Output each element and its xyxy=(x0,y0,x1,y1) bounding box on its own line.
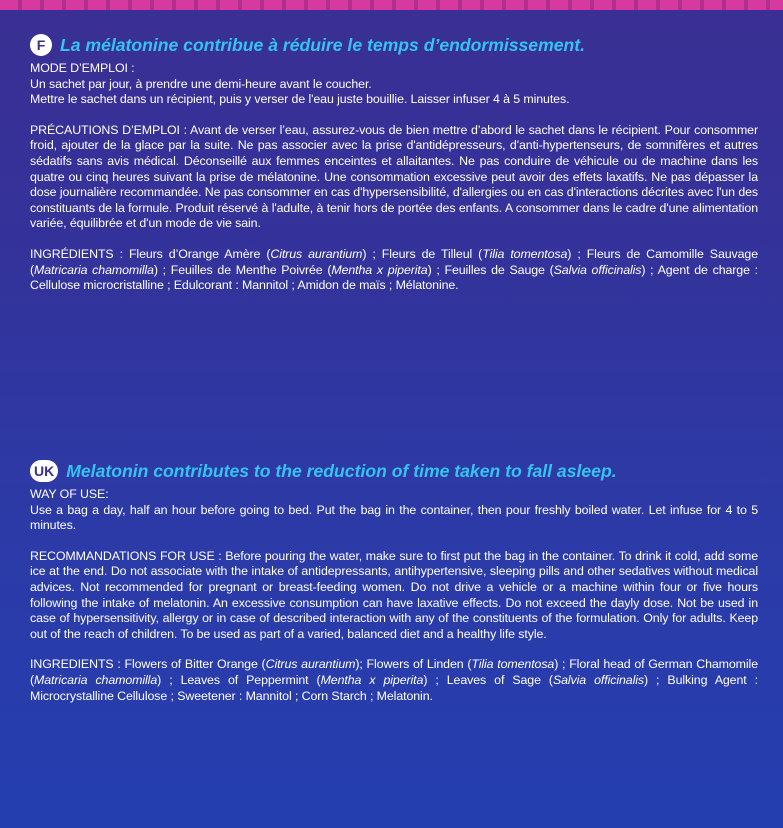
ingredients-fr-text: ) ; Fleurs de Camomille Sauvage ( xyxy=(30,246,758,277)
top-decorative-stripe xyxy=(0,0,783,10)
mode-emploi-line-1: Un sachet par jour, à prendre une demi-heure avant le coucher. xyxy=(30,76,372,91)
ingredients-uk-text: ) ; Leaves of Sage ( xyxy=(423,672,553,687)
way-of-use-text: Use a bag a day, half an hour before going to bed. Put the bag in the container, then pour freshly boiled water. Let infuse for 4 to 5 minutes. xyxy=(30,502,758,533)
ingredients-fr-text: INGRÉDIENTS : Fleurs d’Orange Amère ( xyxy=(30,246,271,261)
ingredients-uk-text: ) ; Bulking Agent : Microcrystalline Cellulose ; Sweetener : Mannitol ; Corn Starch ; Melatonin. xyxy=(30,672,758,703)
english-heading xyxy=(30,460,758,482)
french-heading xyxy=(30,34,758,56)
ingredients-fr-text: ) ; Agent de charge : Cellulose microcristalline ; Edulcorant : Mannitol ; Amidon de maïs ; Mélatonine. xyxy=(30,262,758,293)
french-headline: La mélatonine contribue à réduire le temps d’endormissement. xyxy=(60,34,586,55)
way-of-use-title: WAY OF USE: xyxy=(30,487,109,501)
ingredients-uk-text: ) ; Floral head of German Chamomile ( xyxy=(30,657,758,687)
latin-name: Salvia officinalis xyxy=(552,672,644,687)
ingredients-uk-text: INGREDIENTS : Flowers of Bitter Orange ( xyxy=(30,657,266,672)
french-section xyxy=(30,34,758,294)
ingredients-uk-text: ); Flowers of Linden ( xyxy=(355,657,472,672)
latin-name: Matricaria chamomilla xyxy=(34,672,158,687)
language-badge-fr: F xyxy=(30,34,52,56)
latin-name: Salvia officinalis xyxy=(553,262,642,277)
ingredients-uk-text: ) ; Leaves of Peppermint ( xyxy=(157,672,321,687)
language-badge-uk: UK xyxy=(30,460,58,482)
mode-emploi-title: MODE D’EMPLOI : xyxy=(30,61,135,75)
latin-name: Mentha x piperita xyxy=(320,672,424,687)
ingredients-fr-text: ) ; Feuilles de Menthe Poivrée ( xyxy=(153,262,332,277)
mode-emploi-line-2: Mettre le sachet dans un récipient, puis y verser de l'eau juste bouillie. Laisser infuser 4 à 5 minutes. xyxy=(30,92,570,107)
latin-name: Tilia tomentosa xyxy=(471,657,555,672)
ingredients-fr-text: ) ; Fleurs de Tilleul ( xyxy=(362,246,483,261)
precautions-paragraph: PRÉCAUTIONS D’EMPLOI : Avant de verser l’eau, assurez-vous de bien mettre d’abord le sachet dans le récipient. Pour consommer froid, ajouter de la glace par la suite. Ne pas associer avec la prise d'antidépresseurs, d'anti-hypertenseurs, de somnifères et autres sédatifs sans avis médical. Déconseillé aux femmes enceintes et allaitantes. Ne pas conduire de véhicule ou de machine dans les quatre ou cinq heures suivant la prise de mélatonine. Une consommation excessive peut avoir des effets laxatifs. Ne pas dépasser la dose journalière recommandée. Ne pas consommer en cas d'hypersensibilité, d'allergies ou en cas d'interactions décrites avec l'un des constituants de la formule. Produit réservé à l'adulte, à tenir hors de portée des enfants. A consommer dans le cadre d'une alimentation variée, équilibrée et d'un mode de vie sain. xyxy=(30,122,758,231)
latin-name: Matricaria chamomilla xyxy=(34,262,154,277)
latin-name: Citrus aurantium xyxy=(270,246,363,261)
ingredients-uk-paragraph xyxy=(30,657,758,704)
english-section xyxy=(30,460,758,704)
latin-name: Citrus aurantium xyxy=(265,657,356,672)
english-headline: Melatonin contributes to the reduction of time taken to fall asleep. xyxy=(66,460,617,481)
latin-name: Mentha x piperita xyxy=(331,262,428,277)
ingredients-fr-text: ) ; Feuilles de Sauge ( xyxy=(427,262,554,277)
latin-name: Tilia tomentosa xyxy=(482,246,568,261)
recommendations-paragraph: RECOMMANDATIONS FOR USE : Before pouring the water, make sure to first put the bag in the container. To drink it cold, add some ice at the end. Do not associate with the intake of antidepressants, antihypertensive, sleeping pills and other sedatives without medical advices. Not recommended for pregnant or breast-feeding women. Do not drive a vehicle or a machine within four or five hours following the intake of melatonin. An excessive consumption can have laxative effects. Do not exceed the dayly dose. Not be used in case of hypersensitivity, allergy or in case of described interaction with any of the constituents of the formulation. Only for adults. Keep out of the reach of children. To be used as part of a varied, balanced diet and a healthy life style. xyxy=(30,548,758,641)
ingredients-fr-paragraph xyxy=(30,247,758,294)
